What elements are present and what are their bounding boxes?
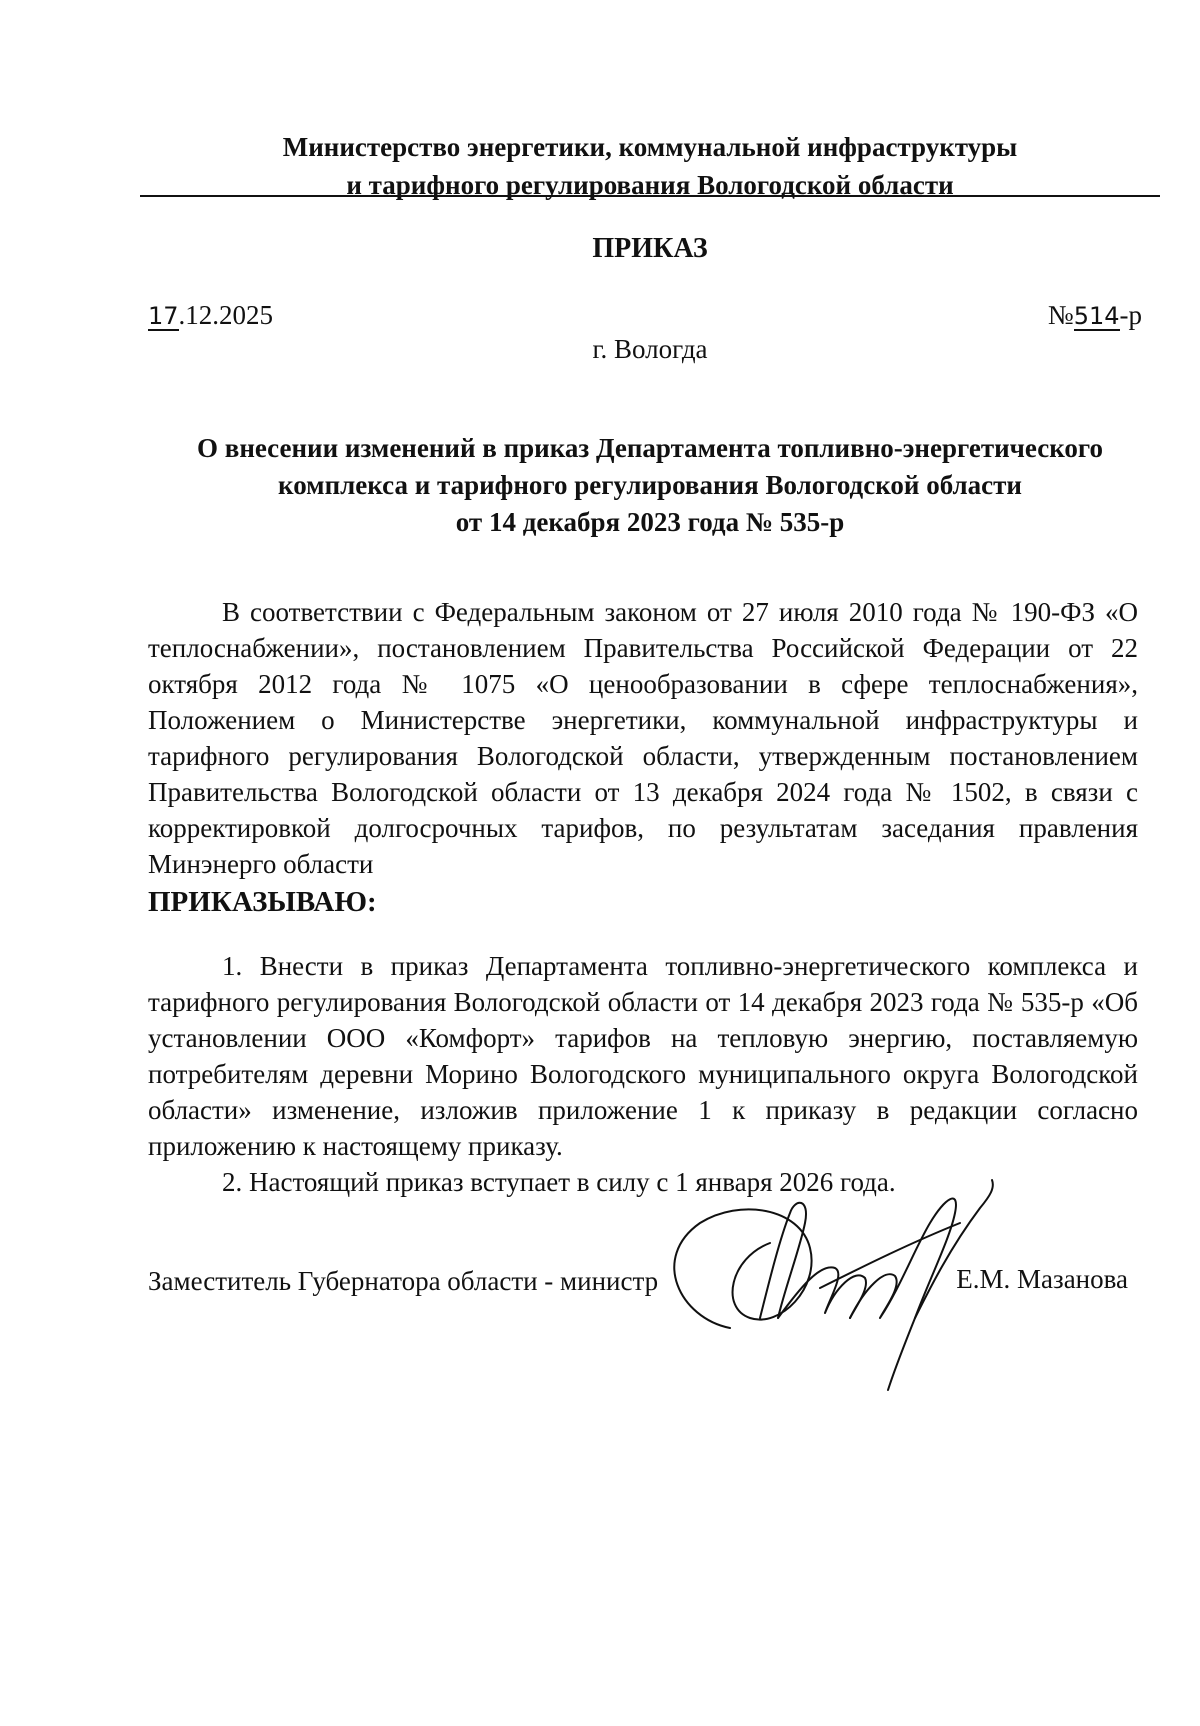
document-body bbox=[148, 594, 1138, 1200]
header-divider bbox=[140, 195, 1160, 197]
order-item-2: 2. Настоящий приказ вступает в силу с 1 января 2026 года. bbox=[222, 1167, 896, 1197]
ministry-line-2: и тарифного регулирования Вологодской области bbox=[346, 170, 954, 200]
title-line-3: от 14 декабря 2023 года № 535-р bbox=[455, 507, 845, 537]
document-city: г. Вологда bbox=[592, 334, 708, 364]
number-handwritten: 514 bbox=[1073, 302, 1120, 330]
orders-heading: ПРИКАЗЫВАЮ: bbox=[148, 886, 377, 918]
number-suffix: -р bbox=[1119, 300, 1142, 330]
signatory-name: Е.М. Мазанова bbox=[956, 1264, 1128, 1294]
ministry-line-1: Министерство энергетики, коммунальной инфраструктуры bbox=[282, 132, 1018, 162]
document-number bbox=[1048, 298, 1142, 332]
document-type: ПРИКАЗ bbox=[592, 233, 708, 264]
date-month-year: .12.2025 bbox=[178, 300, 274, 330]
ministry-header bbox=[140, 128, 1160, 204]
title-line-2: комплекса и тарифного регулирования Вологодской области bbox=[278, 470, 1022, 500]
document-date bbox=[148, 298, 273, 332]
number-prefix: № bbox=[1047, 300, 1074, 330]
handwritten-signature bbox=[660, 1168, 1000, 1398]
preamble-paragraph: В соответствии с Федеральным законом от 27 июля 2010 года № 190-ФЗ «О теплоснабжении», постановлением Правительства Российской Федерации от 22 октября 2012 года № 1075 «О ценообразовании в сфере теплоснабжения», Положением о Министерстве энергетики, коммунальной инфраструктуры и тарифного регулирования Вологодской области, утвержденным постановлением Правительства Вологодской области от 13 декабря 2024 года № 1502, в связи с корректировкой долгосрочных тарифов, по результатам заседания правления Минэнерго области bbox=[148, 597, 1138, 879]
signatory-position: Заместитель Губернатора области - министр bbox=[148, 1266, 659, 1296]
document-title bbox=[140, 430, 1160, 541]
title-line-1: О внесении изменений в приказ Департамента топливно-энергетического bbox=[196, 433, 1103, 463]
order-item-1: 1. Внести в приказ Департамента топливно-энергетического комплекса и тарифного регулирования Вологодской области от 14 декабря 2023 года № 535-р «Об установлении ООО «Комфорт» тарифов на тепловую энергию, поставляемую потребителям деревни Морино Вологодского муниципального округа Вологодской области» изменение, изложив приложение 1 к приказу в редакции согласно приложению к настоящему приказу. bbox=[148, 951, 1138, 1161]
date-day-handwritten: 17 bbox=[148, 302, 179, 330]
